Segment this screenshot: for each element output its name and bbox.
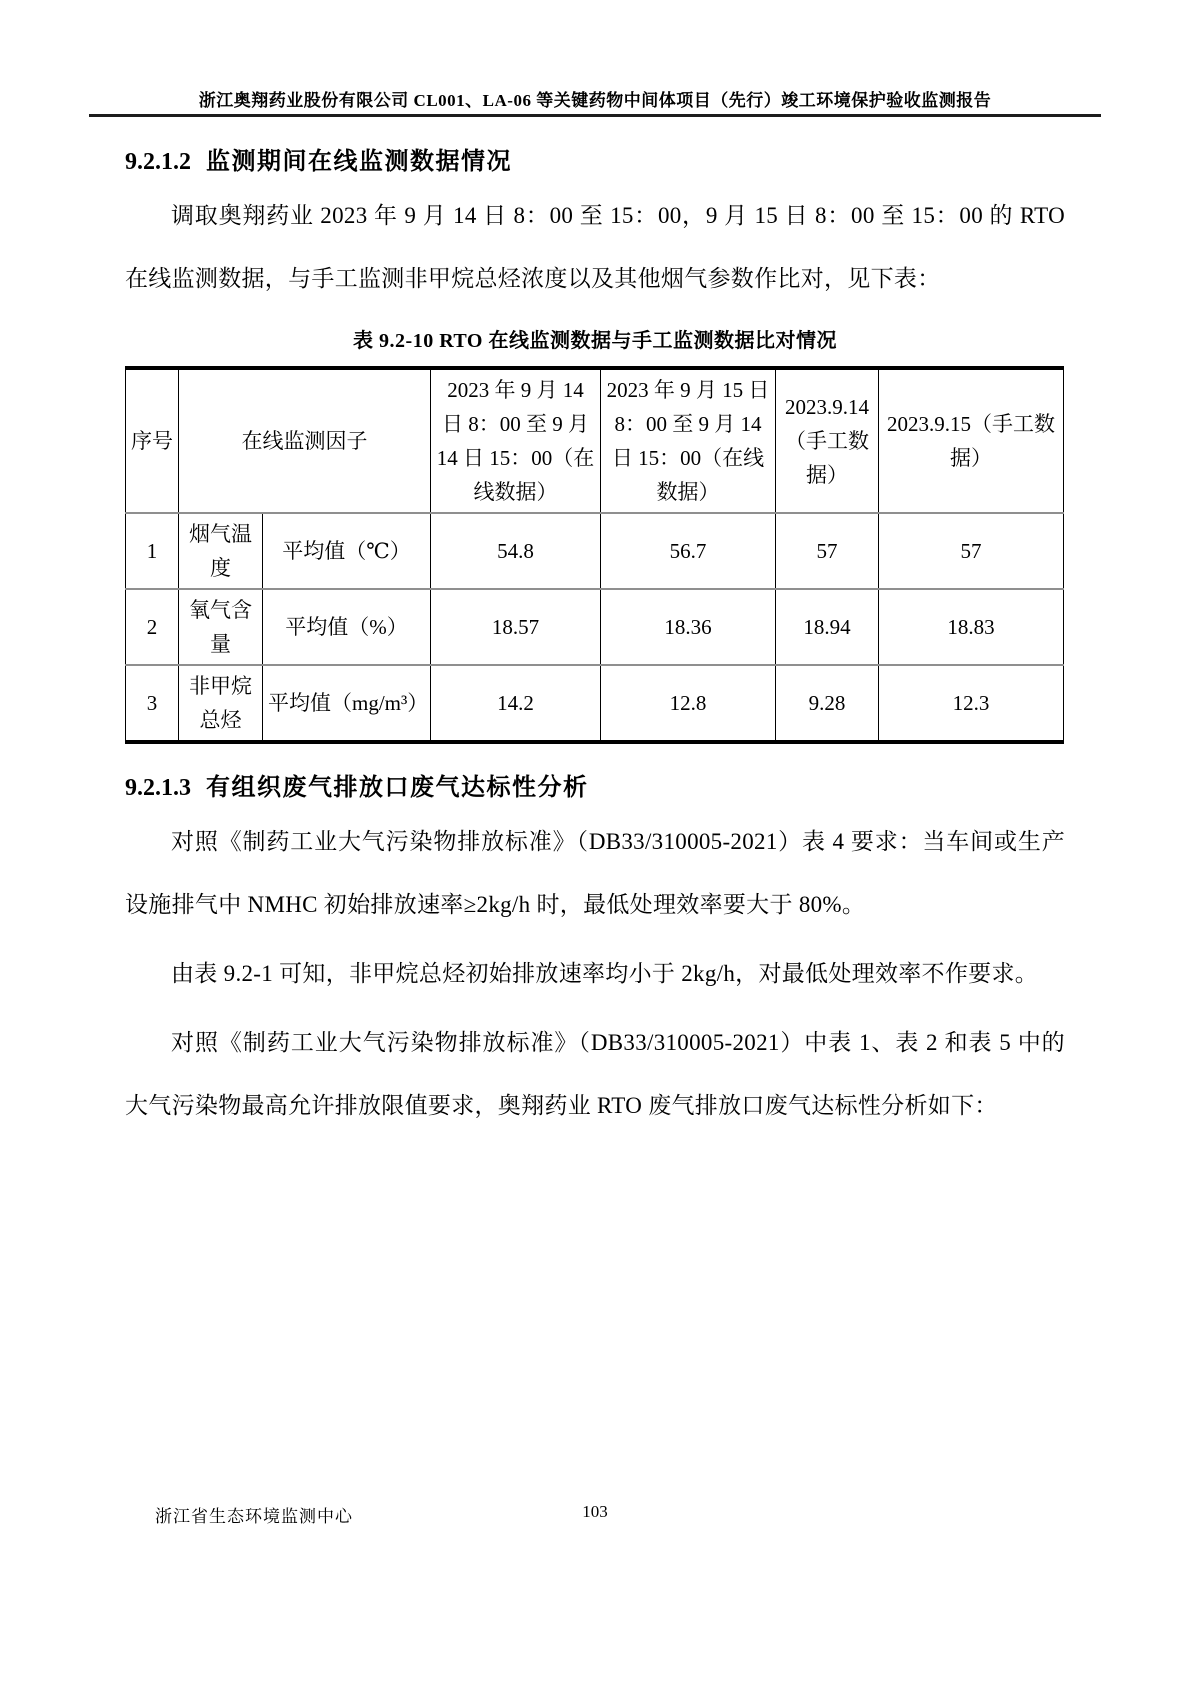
table-title: 表 9.2-10 RTO 在线监测数据与手工监测数据比对情况 [353, 330, 837, 352]
cell-manual-0914: 57 [776, 513, 879, 589]
cell-metric: 平均值（℃） [263, 513, 431, 589]
cell-online-0915: 12.8 [601, 665, 776, 742]
section-number: 9.2.1.2 [125, 149, 191, 175]
cell-online-0915: 56.7 [601, 513, 776, 589]
paragraph-intro: 调取奥翔药业 2023 年 9 月 14 日 8：00 至 15：00，9 月 15 日 8：00 至 15：00 的 RTO 在线监测数据，与手工监测非甲烷总烃浓度以及其他烟气参数作比对，见下表： [125, 203, 1065, 291]
paragraph-standard-req: 对照《制药工业大气污染物排放标准》（DB33/310005-2021）表 4 要求：当车间或生产设施排气中 NMHC 初始排放速率≥2kg/h 时，最低处理效率要大于 80%。 [125, 829, 1065, 917]
section-title: 监测期间在线监测数据情况 [206, 148, 512, 175]
column-header-online-0915: 2023 年 9 月 15 日 8：00 至 9 月 14 日 15：00（在线数据） [601, 368, 776, 513]
column-header-manual-0915: 2023.9.15（手工数据） [879, 368, 1064, 513]
section-heading-9212 [125, 146, 1065, 178]
cell-seq: 1 [126, 513, 179, 589]
table-row [126, 513, 1064, 589]
page-content [125, 146, 1065, 1137]
cell-metric: 平均值（%） [263, 589, 431, 665]
running-header: 浙江奥翔药业股份有限公司 CL001、LA-06 等关键药物中间体项目（先行）竣工环境保护验收监测报告 [198, 91, 992, 110]
cell-seq: 2 [126, 589, 179, 665]
cell-metric: 平均值（mg/m³） [263, 665, 431, 742]
cell-manual-0914: 9.28 [776, 665, 879, 742]
cell-online-0915: 18.36 [601, 589, 776, 665]
cell-factor: 非甲烷总烃 [179, 665, 263, 742]
table-row [126, 665, 1064, 742]
header-divider [89, 114, 1101, 117]
section-number: 9.2.1.3 [125, 775, 191, 801]
cell-online-0914: 54.8 [431, 513, 601, 589]
column-header-factor: 在线监测因子 [179, 368, 431, 513]
section-title: 有组织废气排放口废气达标性分析 [206, 774, 589, 801]
column-header-online-0914: 2023 年 9 月 14 日 8：00 至 9 月 14 日 15：00（在线数据） [431, 368, 601, 513]
cell-factor: 氧气含量 [179, 589, 263, 665]
cell-manual-0915: 12.3 [879, 665, 1064, 742]
column-header-manual-0914: 2023.9.14（手工数据） [776, 368, 879, 513]
cell-seq: 3 [126, 665, 179, 742]
footer-page-number: 103 [582, 1502, 608, 1521]
table-header-row [126, 368, 1064, 513]
paragraph-rate-conclusion: 由表 9.2-1 可知，非甲烷总烃初始排放速率均小于 2kg/h，对最低处理效率不作要求。 [171, 961, 1039, 986]
table-row [126, 589, 1064, 665]
cell-manual-0914: 18.94 [776, 589, 879, 665]
cell-manual-0915: 57 [879, 513, 1064, 589]
cell-manual-0915: 18.83 [879, 589, 1064, 665]
cell-online-0914: 14.2 [431, 665, 601, 742]
section-heading-9213 [125, 772, 1065, 804]
paragraph-limit-analysis: 对照《制药工业大气污染物排放标准》（DB33/310005-2021）中表 1、表 2 和表 5 中的大气污染物最高允许排放限值要求，奥翔药业 RTO 废气排放口废气达标性分析如下： [125, 1030, 1065, 1118]
comparison-table [125, 366, 1064, 744]
cell-factor: 烟气温度 [179, 513, 263, 589]
cell-online-0914: 18.57 [431, 589, 601, 665]
footer-organization: 浙江省生态环境监测中心 [155, 1507, 353, 1526]
column-header-seq: 序号 [126, 368, 179, 513]
